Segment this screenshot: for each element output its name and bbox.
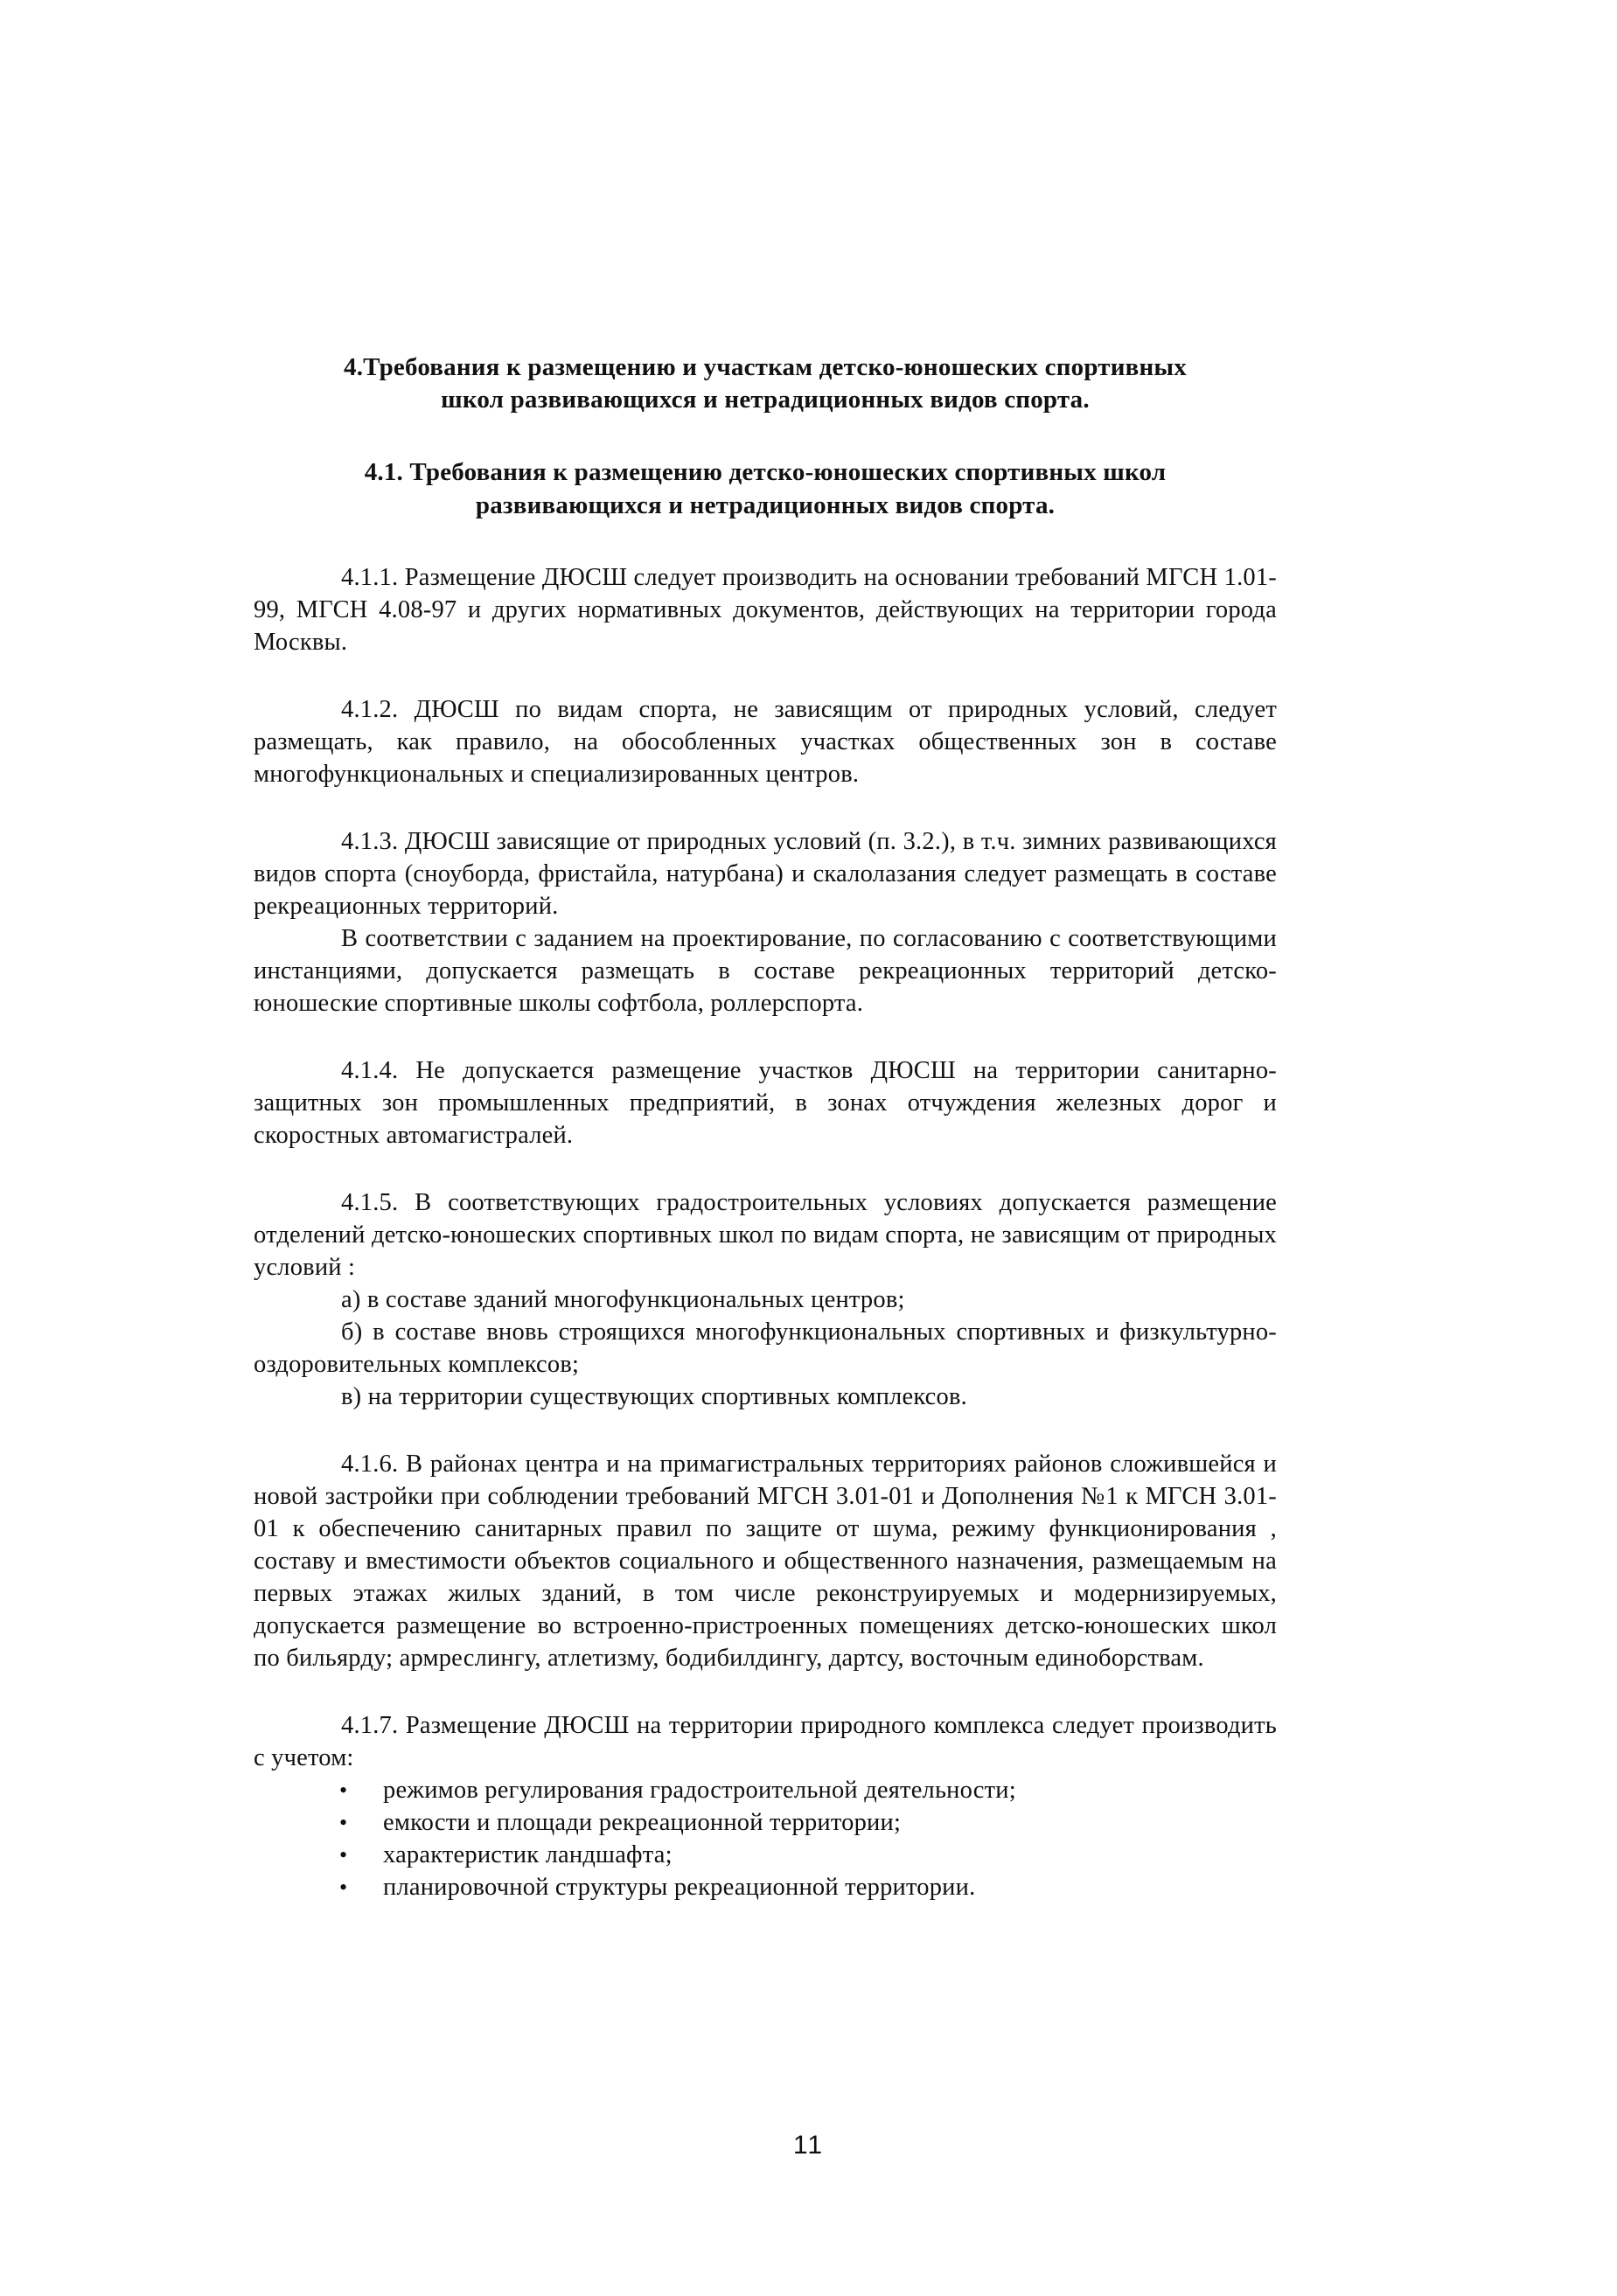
list-item-text: режимов регулирования градостроительной деятельности; bbox=[383, 1777, 1016, 1804]
clause-4-1-2-text: 4.1.2. ДЮСШ по видам спорта, не зависящим от природных условий, следует размещать, как правило, на обособленных участках общественных зон в составе многофункциональных и специализированных центров. bbox=[254, 696, 1277, 788]
clause-4-1-7-bullet-list bbox=[254, 1774, 1277, 1903]
list-item-text: емкости и площади рекреационной территории; bbox=[383, 1809, 902, 1836]
section-4-1-heading bbox=[254, 456, 1277, 522]
clause-4-1-3-continuation: В соответствии с заданием на проектирование, по согласованию с соответствующими инстанциями, допускается размещать в составе рекреационных территорий детско-юношеские спортивные школы софтбола, роллерспорта. bbox=[254, 925, 1277, 1017]
bullet-icon: • bbox=[339, 1810, 348, 1835]
document-body bbox=[254, 351, 1277, 1938]
clause-4-1-6-text: 4.1.6. В районах центра и на примагистральных территориях районов сложившейся и новой застройки при соблюдении требований МГСН 3.01-01 и Дополнения №1 к МГСН 3.01-01 к обеспечению санитарных правил по защите от шума, режиму функционирования , составу и вместимости объектов социального и общественного назначения, размещаемым на первых этажах жилых зданий, в том числе реконструируемых и модернизируемых, допускается размещение во встроенно-пристроенных помещениях детско-юношеских школ по бильярду; армреслингу, атлетизму, бодибилдингу, дартсу, восточным единоборствам. bbox=[254, 1451, 1277, 1672]
main-heading-line-1: 4.Требования к размещению и участкам детско-юношеских спортивных bbox=[344, 353, 1187, 381]
clause-4-1-2 bbox=[254, 693, 1277, 790]
clause-4-1-3 bbox=[254, 825, 1277, 1019]
bullet-icon: • bbox=[339, 1875, 348, 1900]
clause-4-1-5-item-b: б) в составе вновь строящихся многофункциональных спортивных и физкультурно-оздоровительных комплексов; bbox=[254, 1318, 1277, 1378]
clause-4-1-3-text: 4.1.3. ДЮСШ зависящие от природных условий (п. 3.2.), в т.ч. зимних развивающихся видов спорта (сноуборда, фристайла, натурбана) и скалолазания следует размещать в составе рекреационных территорий. bbox=[254, 828, 1277, 920]
clause-4-1-5-item-a: а) в составе зданий многофункциональных центров; bbox=[341, 1286, 905, 1313]
clause-4-1-6 bbox=[254, 1448, 1277, 1674]
list-item bbox=[254, 1839, 1277, 1871]
clause-4-1-1-text: 4.1.1. Размещение ДЮСШ следует производить на основании требований МГСН 1.01-99, МГСН 4.08-97 и других нормативных документов, действующих на территории города Москвы. bbox=[254, 564, 1277, 656]
list-item bbox=[254, 1806, 1277, 1839]
main-heading bbox=[254, 351, 1277, 416]
bullet-icon: • bbox=[339, 1778, 348, 1803]
main-heading-line-2: школ развивающихся и нетрадиционных видов спорта. bbox=[441, 386, 1090, 414]
clause-4-1-5-item-v: в) на территории существующих спортивных комплексов. bbox=[341, 1383, 967, 1410]
clause-4-1-5-intro: 4.1.5. В соответствующих градостроительных условиях допускается размещение отделений детско-юношеских спортивных школ по видам спорта, не зависящим от природных условий : bbox=[254, 1189, 1277, 1281]
list-item bbox=[254, 1774, 1277, 1806]
clause-4-1-5 bbox=[254, 1186, 1277, 1413]
clause-4-1-7 bbox=[254, 1709, 1277, 1903]
clause-4-1-1 bbox=[254, 561, 1277, 658]
list-item bbox=[254, 1871, 1277, 1903]
list-item-text: планировочной структуры рекреационной территории. bbox=[383, 1874, 976, 1901]
list-item-text: характеристик ландшафта; bbox=[383, 1841, 673, 1868]
clause-4-1-4 bbox=[254, 1054, 1277, 1151]
page-number: 11 bbox=[792, 2131, 825, 2160]
clause-4-1-7-intro: 4.1.7. Размещение ДЮСШ на территории природного комплекса следует производить с учетом: bbox=[254, 1712, 1277, 1771]
section-4-1-heading-line-1: 4.1. Требования к размещению детско-юношеских спортивных школ bbox=[364, 458, 1167, 486]
bullet-icon: • bbox=[339, 1842, 348, 1868]
clause-4-1-4-text: 4.1.4. Не допускается размещение участков ДЮСШ на территории санитарно-защитных зон промышленных предприятий, в зонах отчуждения железных дорог и скоростных автомагистралей. bbox=[254, 1057, 1277, 1149]
section-4-1-heading-line-2: развивающихся и нетрадиционных видов спорта. bbox=[475, 491, 1056, 519]
